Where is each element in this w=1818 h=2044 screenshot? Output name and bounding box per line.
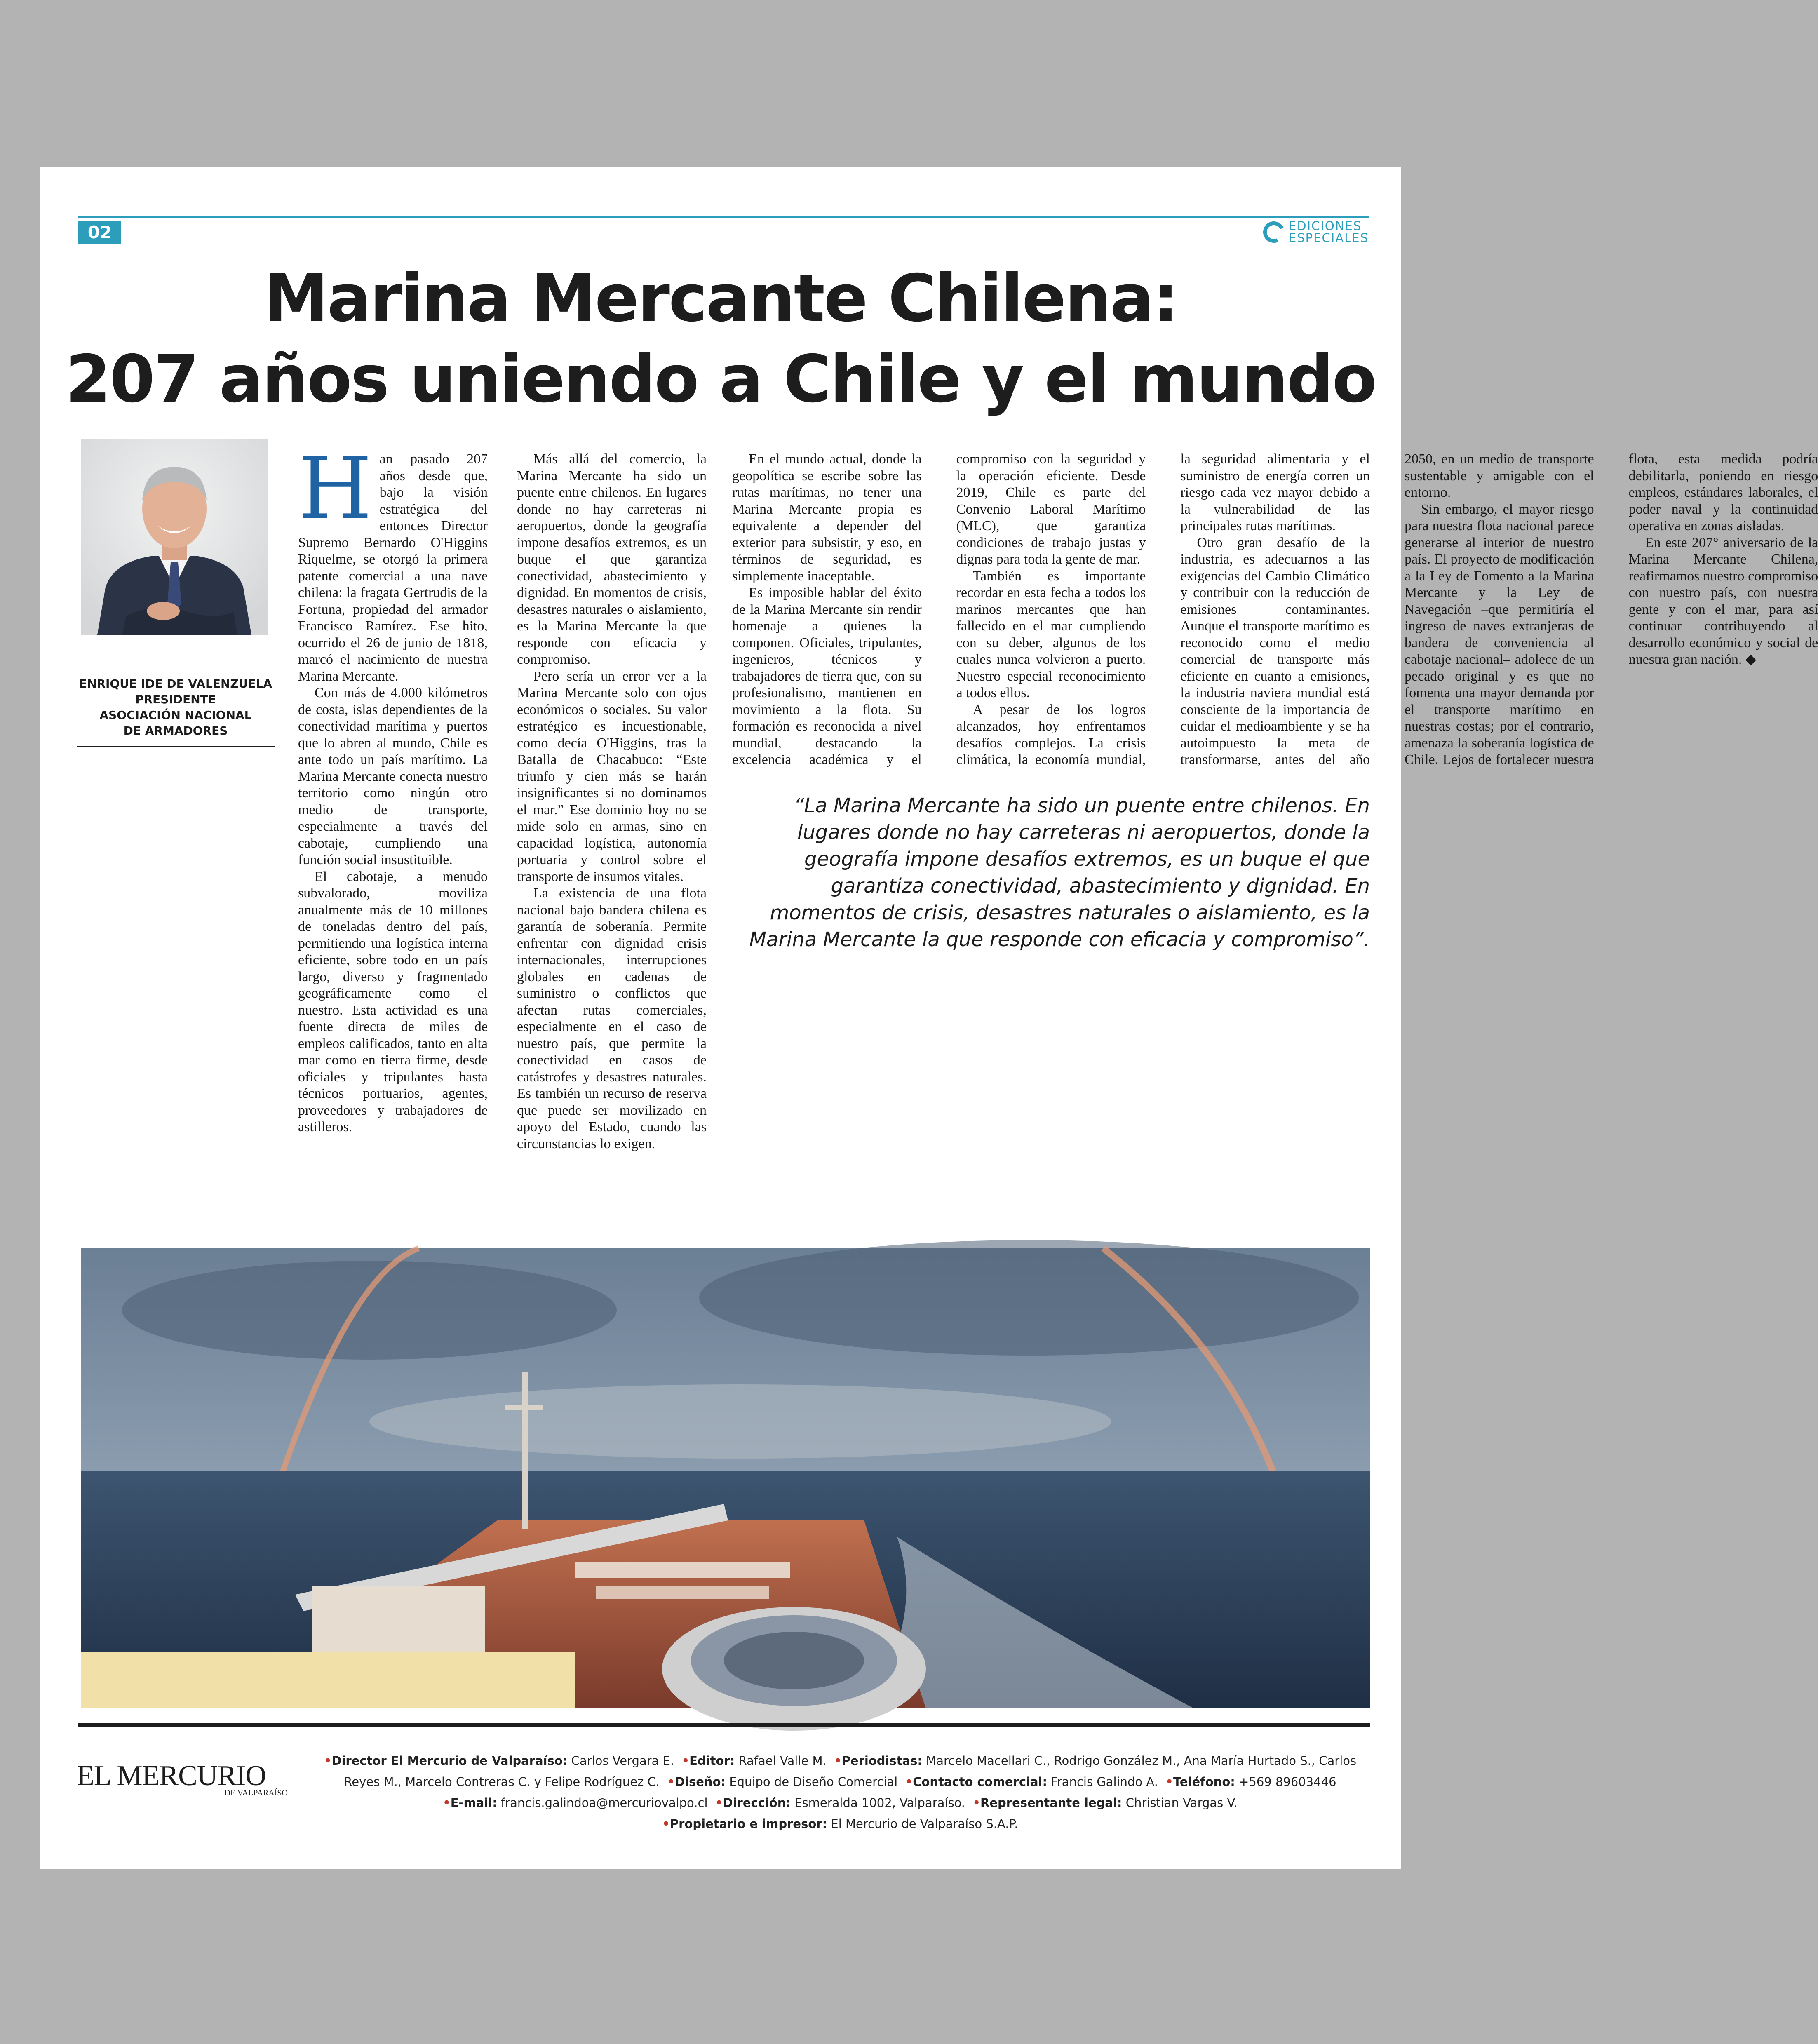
email-link[interactable]: francis.galindoa@mercuriovalpo.cl xyxy=(501,1796,708,1810)
paragraph: Más allá del comercio, la Marina Mercante ha sido un puente entre chilenos. En lugares donde no hay carreteras ni aeropuertos, donde la geografía impone desafíos extremos, es un buque el que garantiza conectividad, abastecimiento y dignidad. En momentos de crisis, desastres naturales o aislamiento, es la Marina Mercante la que responde con eficacia y compromiso. xyxy=(517,451,707,667)
paragraph: A pesar de los logros alcanzados, hoy enfrentamos desafíos complejos. La crisis climática, la economía mundial, la seguridad alimentaria y el suministro de energía corren un riesgo cada vez mayor debido a la vulnerabilidad de las principales rutas marítimas. xyxy=(956,451,1370,767)
paragraph: Sin embargo, el mayor riesgo para nuestra flota nacional parece generarse al interior de nuestro país. El proyecto de modificación a la Ley de Fomento a la Marina Mercante y la Ley de Navegación –que permitiría el ingreso de naves extranjeras de bandera de conveniencia al cabotaje nacional– adolece de un pecado original y es que no fomenta una mayor demanda por el transporte marítimo en nuestras costas; por el contrario, amenaza la soberanía logística de Chile. Lejos de fortalecer nuestra flota, esta medida podría debilitarla, poniendo en riesgo empleos, estándares laborales, el poder naval y la continuidad operativa en zonas aisladas. xyxy=(1404,451,1818,767)
pull-quote: “La Marina Mercante ha sido un puente entre chilenos. En lugares donde no hay carreteras ni aeropuertos, donde la geografía impone desafíos extremos, es un buque el que garantiza conectividad, abastecimiento y dignidad. En momentos de crisis, desastres naturales o aislamiento, es la Marina Mercante la que responde con eficacia y compromiso”. xyxy=(749,794,1370,951)
propietario-value: El Mercurio de Valparaíso S.A.P. xyxy=(831,1817,1018,1831)
paragraph: Con más de 4.000 kilómetros de costa, islas dependientes de la conectividad marítima y puertos que lo abren al mundo, Chile es ante todo un país marítimo. La Marina Mercante conecta nuestro territorio como ningún otro medio de transporte, especialmente a través del cabotaje, cumpliendo una función social insustituible. xyxy=(298,685,488,867)
brand-line-1: EDICIONES xyxy=(1288,219,1362,233)
propietario-label: Propietario e impresor: xyxy=(669,1817,827,1831)
telefono-label: Teléfono: xyxy=(1173,1775,1235,1789)
representante-label: Representante legal: xyxy=(980,1796,1122,1810)
article-column-1 xyxy=(298,439,488,1234)
director-label: Director El Mercurio de Valparaíso: xyxy=(331,1754,568,1768)
email-label: E-mail: xyxy=(450,1796,497,1810)
director-value: Carlos Vergara E. xyxy=(571,1754,674,1768)
paragraph: El cabotaje, a menudo subvalorado, moviliza anualmente más de 10 millones de toneladas dentro del país, permitiendo una logística interna eficiente, sobre todo en un país largo, diverso y fragmentado geográficamente como el nuestro. Esta actividad es una fuente directa de miles de empleos calificados, tanto en alta mar como en tierra firme, desde oficiales y tripulantes hasta técnicos portuarios, agentes, proveedores y trabajadores de astilleros. xyxy=(298,869,488,1135)
masthead xyxy=(77,1761,299,1798)
article-columns-3-5 xyxy=(732,451,1818,768)
newspaper-page xyxy=(40,167,1818,1869)
brand-line-2: ESPECIALES xyxy=(1288,231,1369,245)
paragraph: También es importante recordar en esta fecha a todos los marinos mercantes que han fallecido en el mar cumpliendo con su deber, algunos de los cuales nunca volvieron a puerto. Nuestro especial reconocimiento a todos ellos. xyxy=(956,568,1146,700)
paragraph: La existencia de una flota nacional bajo bandera chilena es garantía de soberanía. Permite enfrentar con dignidad crisis internacionales, interrupciones globales en cadenas de suministro o conflictos que afectan rutas comerciales, especialmente en el caso de nuestro país, que permite la conectividad en casos de catástrofes y desastres naturales. Es también un recurso de reserva que puede ser movilizado en apoyo del Estado, cuando las circunstancias lo exigen. xyxy=(517,886,707,1151)
author-org-2: DE ARMADORES xyxy=(123,724,228,738)
ediciones-especiales-logo xyxy=(1263,219,1369,245)
diseno-label: Diseño: xyxy=(674,1775,726,1789)
direccion-value: Esmeralda 1002, Valparaíso. xyxy=(794,1796,965,1810)
paragraph: En el mundo actual, donde la geopolítica se escribe sobre las rutas marítimas, no tener una Marina Mercante propia es equivalente a depender del exterior para subsistir, y eso, en términos de seguridad, es simplemente inaceptable. xyxy=(732,451,922,584)
telefono-value: +569 89603446 xyxy=(1239,1775,1336,1789)
page-header xyxy=(78,216,1369,245)
author-caption xyxy=(77,676,275,739)
footer-rule xyxy=(78,1723,1370,1727)
header-rule xyxy=(78,216,1369,218)
headline-line-1: Marina Mercante Chilena: xyxy=(263,261,1178,336)
editor-value: Rafael Valle M. xyxy=(738,1754,827,1768)
author-portrait xyxy=(81,439,268,635)
direccion-label: Dirección: xyxy=(723,1796,791,1810)
representante-value: Christian Vargas V. xyxy=(1125,1796,1238,1810)
page-number: 02 xyxy=(78,221,121,244)
contacto-label: Contacto comercial: xyxy=(913,1775,1048,1789)
periodistas-label: Periodistas: xyxy=(841,1754,923,1768)
paragraph: an pasado 207 años desde que, bajo la visión estratégica del entonces Director Supremo Bernardo O'Higgins Riquelme, se otorgó la primera patente comercial a una nave chilena: la fragata Gertrudis de la Fortuna, propiedad del armador Francisco Ramírez. Ese hito, ocurrido el 26 de junio de 1818, marcó el nacimiento de nuestra Marina Mercante. xyxy=(298,451,488,684)
paragraph: Es imposible hablar del éxito de la Marina Mercante sin rendir homenaje a quienes la componen. Oficiales, tripulantes, ingenieros, técnicos y trabajadores de tierra que, con su profesionalismo, mantienen en movimiento a la flota. Su formación es reconocida a nivel mundial, destacando la excelencia académica y el compromiso con la seguridad y la operación eficiente. Desde 2019, Chile es parte del Convenio Laboral Marítimo (MLC), que garantiza condiciones de trabajo justas y dignas para toda la gente de mar. xyxy=(732,451,1146,767)
ship-rainbow-photo xyxy=(81,1248,1370,1708)
credits-block: •Director El Mercurio de Valparaíso: Carlos Vergara E. •Editor: Rafael Valle M. •Periodistas: Marcelo Macellari C., Rodrigo González M., Ana María Hurtado S., Carlos Reyes M., Marcelo Contreras C. y Felipe Rodríguez C. •Diseño: Equipo de Diseño Comercial •Contacto comercial: Francis Galindo A. •Teléfono: +569 89603446 •E-mail: francis.galindoa@mercuriovalpo.cl •Dirección: Esmeralda 1002, Valparaíso. •Representante legal: Christian Vargas V. •Propietario e impresor: El Mercurio de Valparaíso S.A.P. xyxy=(324,1754,1357,1831)
drop-cap: H xyxy=(298,439,372,538)
paragraph: Pero sería un error ver a la Marina Mercante solo con ojos económicos o sociales. Su valor estratégico es incuestionable, como decía O'Higgins, tras la Batalla de Chacabuco: “Este triunfo y cien más se harán insignificantes si no dominamos el mar.” Ese dominio hoy no se mide solo en armas, sino en capacidad logística, autonomía portuaria y control sobre el transporte de insumos vitales. xyxy=(517,668,707,884)
headline-line-2: 207 años uniendo a Chile y el mundo xyxy=(65,341,1376,417)
article-column-2 xyxy=(517,451,707,1234)
paragraph: En este 207° aniversario de la Marina Mercante Chilena, reafirmamos nuestro compromiso con nuestro país, con nuestra gente y con el mar, para así continuar contribuyendo al desarrollo económico y social de nuestra gran nación. ◆ xyxy=(1628,535,1818,667)
caption-rule xyxy=(77,746,275,747)
author-org-1: ASOCIACIÓN NACIONAL xyxy=(99,708,252,722)
diseno-value: Equipo de Diseño Comercial xyxy=(729,1775,898,1789)
contacto-value: Francis Galindo A. xyxy=(1051,1775,1158,1789)
paragraph: Otro gran desafío de la industria, es adecuarnos a las exigencias del Cambio Climático y contribuir con la reducción de emisiones contaminantes. Aunque el transporte marítimo es reconocido como el medio comercial de transporte más eficiente en cuanto a emisiones, la industria naviera mundial está consciente de la importancia de cuidar el medioambiente y se ha autoimpuesto la meta de transformarse, antes del año 2050, en un medio de transporte sustentable y amigable con el entorno. xyxy=(1180,451,1594,767)
author-name: ENRIQUE IDE DE VALENZUELA xyxy=(79,677,272,691)
masthead-name: EL MERCURIO xyxy=(77,1760,266,1792)
brand-e-icon xyxy=(1260,218,1288,246)
author-title: PRESIDENTE xyxy=(135,693,216,706)
masthead-sub: DE VALPARAÍSO xyxy=(224,1788,288,1797)
editor-label: Editor: xyxy=(689,1754,735,1768)
periodistas-value: Marcelo Macellari C., Rodrigo González M., Ana María Hurtado S., Carlos Reyes M., Marcelo Contreras C. y Felipe Rodríguez C. xyxy=(344,1754,1357,1789)
